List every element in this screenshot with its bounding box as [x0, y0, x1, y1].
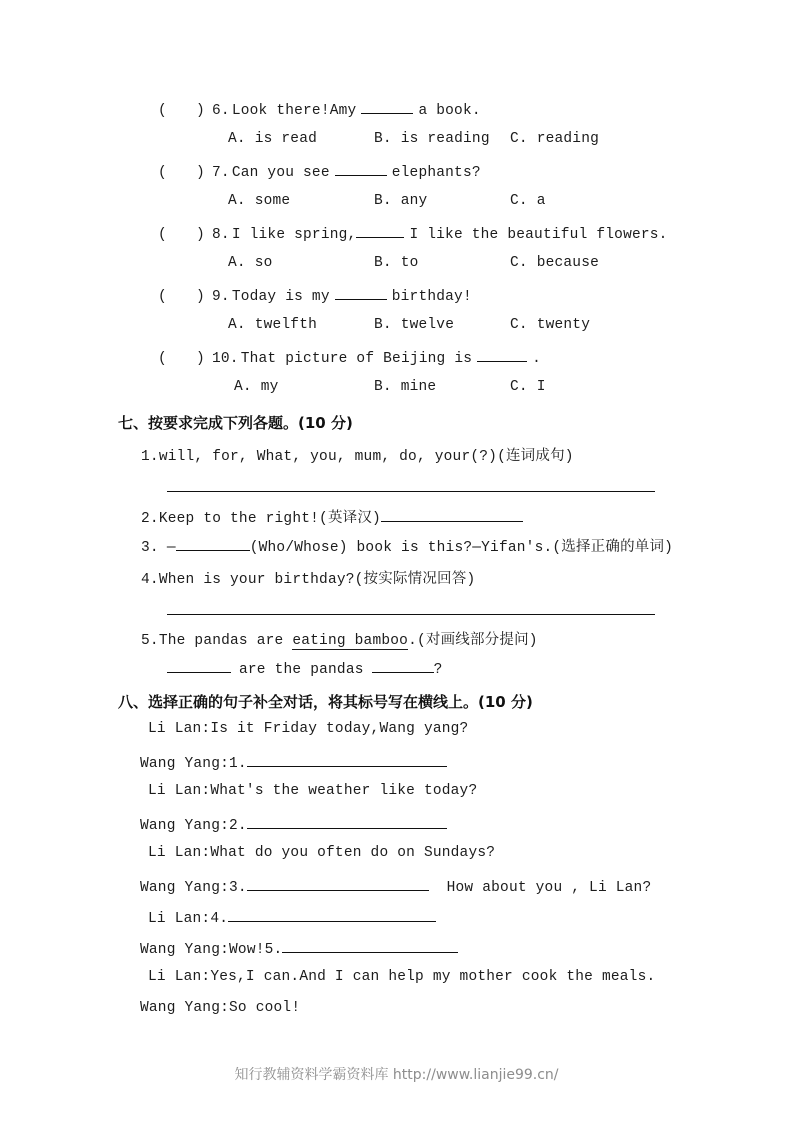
dialogue-line	[148, 721, 468, 737]
paren-open: (	[158, 103, 167, 119]
q1-text: will, for, What, you, mum, do, your(?)(连词成句)	[158, 449, 574, 465]
q5-number: 5.	[141, 633, 159, 649]
dialogue-line	[140, 1000, 300, 1016]
multiple-choice-section	[0, 100, 793, 410]
q5-answer-blank-start[interactable]	[167, 659, 231, 673]
dialogue-speaker: Li Lan:	[148, 969, 211, 985]
q4-number: 4.	[141, 572, 159, 588]
dialogue-answer-blank[interactable]	[247, 814, 447, 829]
dialogue-speaker: Wang Yang:	[140, 880, 230, 896]
stem-text-before: I like spring,	[231, 227, 357, 243]
question-row	[0, 348, 793, 379]
q3-text-after: (Who/Whose) book is this?—Yifan's.(选择正确的单词)	[249, 540, 674, 556]
q2-number: 2.	[141, 511, 159, 527]
question-number: 9.	[212, 289, 230, 305]
section7-q2	[141, 506, 523, 527]
option-a[interactable]: A. so	[228, 255, 273, 271]
footer-watermark: 知行教辅资料学霸资料库 http://www.lianjie99.cn/	[234, 1067, 559, 1083]
dialogue-line	[140, 752, 447, 772]
q2-answer-blank[interactable]	[381, 508, 523, 522]
option-b[interactable]: B. mine	[374, 379, 437, 395]
paren-open: (	[158, 227, 167, 243]
question-number: 6.	[212, 103, 230, 119]
question-stem	[158, 286, 472, 305]
option-c[interactable]: C. reading	[510, 131, 600, 147]
dialogue-speaker: Li Lan:	[148, 721, 211, 737]
stem-text-before: That picture of Beijing is	[240, 351, 473, 367]
question-row	[0, 286, 793, 317]
dialogue-text: Is it Friday today,Wang yang?	[210, 721, 469, 737]
q3-dash: —	[166, 540, 176, 556]
dialogue-speaker: Wang Yang:	[140, 818, 230, 834]
dialogue-line	[148, 845, 495, 861]
section7-q3	[141, 535, 673, 556]
q1-number: 1.	[141, 449, 159, 465]
q5-answer-blank-end[interactable]	[372, 659, 434, 673]
dialogue-answer-blank[interactable]	[282, 938, 458, 953]
option-c[interactable]: C. a	[510, 193, 546, 209]
stem-text-after: a book.	[418, 103, 481, 119]
dialogue-line	[140, 938, 458, 958]
option-b[interactable]: B. any	[374, 193, 428, 209]
paren-close: )	[196, 289, 205, 305]
option-row	[0, 255, 793, 286]
option-a[interactable]: A. is read	[228, 131, 318, 147]
dialogue-text: 2.	[229, 818, 247, 834]
question-stem	[158, 162, 481, 181]
dialogue-answer-blank[interactable]	[247, 752, 447, 767]
option-b[interactable]: B. is reading	[374, 131, 490, 147]
question-row	[0, 224, 793, 255]
q5-answer-end: ?	[433, 662, 443, 678]
q5-answer-middle: are the pandas	[239, 662, 364, 678]
dialogue-text: What do you often do on Sundays?	[210, 845, 496, 861]
stem-text-after: birthday!	[391, 289, 472, 305]
stem-text-before: Look there!Amy	[231, 103, 357, 119]
q4-text: When is your birthday?(按实际情况回答)	[158, 572, 476, 588]
question-number: 8.	[212, 227, 230, 243]
paren-close: )	[196, 103, 205, 119]
option-b[interactable]: B. to	[374, 255, 419, 271]
option-row	[0, 317, 793, 348]
section7-q5-answer	[167, 659, 443, 678]
stem-text-before: Today is my	[231, 289, 330, 305]
option-b[interactable]: B. twelve	[374, 317, 455, 333]
dialogue-answer-blank[interactable]	[228, 907, 436, 922]
dialogue-line	[148, 969, 655, 985]
stem-text-after: .	[532, 351, 542, 367]
dialogue-text: So cool!	[229, 1000, 301, 1016]
q1-answer-line[interactable]	[167, 491, 655, 492]
option-a[interactable]: A. twelfth	[228, 317, 318, 333]
q5-text-after: .(对画线部分提问)	[408, 633, 538, 649]
fill-blank[interactable]	[335, 162, 387, 176]
stem-text-after: I like the beautiful flowers.	[409, 227, 668, 243]
q4-answer-line[interactable]	[167, 614, 655, 615]
dialogue-text: 1.	[229, 756, 247, 772]
section-eight-heading: 八、选择正确的句子补全对话，将其标号写在横线上。(10 分)	[118, 693, 533, 711]
section7-q4	[141, 567, 475, 588]
dialogue-line	[140, 876, 651, 896]
question-stem	[158, 348, 541, 367]
dialogue-text-after: How about you , Li Lan?	[428, 880, 652, 896]
dialogue-speaker: Li Lan:	[148, 845, 211, 861]
paren-close: )	[196, 227, 205, 243]
dialogue-text: 4.	[210, 911, 229, 927]
question-row	[0, 162, 793, 193]
option-a[interactable]: A. my	[234, 379, 279, 395]
dialogue-text: 3.	[229, 880, 247, 896]
dialogue-answer-blank[interactable]	[247, 876, 429, 891]
option-row	[0, 131, 793, 162]
dialogue-speaker: Wang Yang:	[140, 942, 230, 958]
dialogue-line	[148, 783, 477, 799]
dialogue-speaker: Wang Yang:	[140, 756, 230, 772]
question-stem	[158, 100, 481, 119]
dialogue-speaker: Wang Yang:	[140, 1000, 230, 1016]
stem-text-before: Can you see	[231, 165, 330, 181]
fill-blank[interactable]	[361, 100, 413, 114]
option-row	[0, 379, 793, 410]
section-seven-heading: 七、按要求完成下列各题。(10 分)	[118, 414, 353, 432]
fill-blank[interactable]	[335, 286, 387, 300]
q3-number: 3.	[141, 540, 159, 556]
dialogue-line	[148, 907, 436, 927]
option-c[interactable]: C. because	[510, 255, 600, 271]
option-a[interactable]: A. some	[228, 193, 291, 209]
section7-q1	[141, 444, 574, 465]
q3-answer-blank[interactable]	[176, 537, 250, 551]
q5-underlined-phrase: eating bamboo	[292, 633, 409, 649]
question-number: 7.	[212, 165, 230, 181]
question-row	[0, 100, 793, 131]
option-c[interactable]: C. twenty	[510, 317, 591, 333]
paren-open: (	[158, 165, 167, 181]
option-row	[0, 193, 793, 224]
stem-text-after: elephants?	[391, 165, 481, 181]
dialogue-text: Wow!5.	[229, 942, 283, 958]
section7-q5	[141, 628, 538, 650]
q2-text: Keep to the right!(英译汉)	[158, 511, 381, 527]
option-c[interactable]: C. I	[510, 379, 546, 395]
dialogue-speaker: Li Lan:	[148, 911, 211, 927]
q5-text-before: The pandas are	[158, 633, 293, 649]
paren-close: )	[196, 351, 205, 367]
fill-blank[interactable]	[356, 224, 404, 238]
dialogue-line	[140, 814, 447, 834]
paren-close: )	[196, 165, 205, 181]
paren-open: (	[158, 289, 167, 305]
question-stem	[158, 224, 668, 243]
dialogue-text: What's the weather like today?	[210, 783, 478, 799]
dialogue-text: Yes,I can.And I can help my mother cook the meals.	[210, 969, 656, 985]
dialogue-speaker: Li Lan:	[148, 783, 211, 799]
paren-open: (	[158, 351, 167, 367]
question-number: 10.	[212, 351, 239, 367]
fill-blank[interactable]	[477, 348, 527, 362]
